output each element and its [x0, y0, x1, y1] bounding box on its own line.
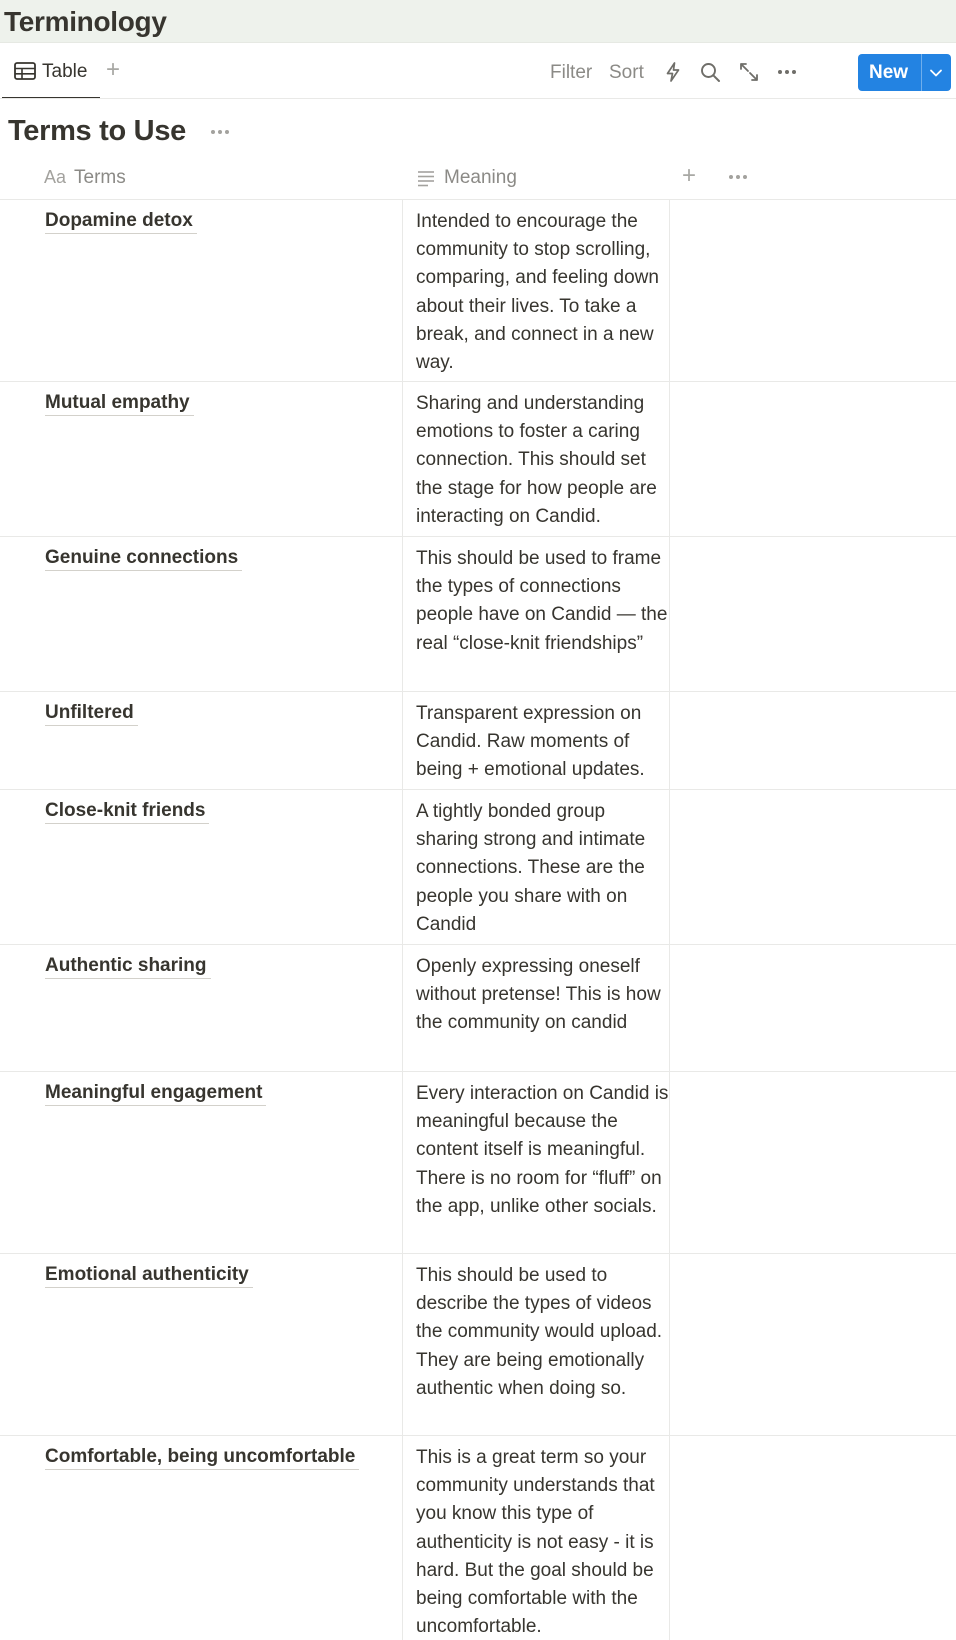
database-title[interactable]: Terms to Use — [8, 115, 186, 147]
text-lines-icon — [416, 168, 436, 188]
tab-table-label: Table — [42, 61, 88, 82]
table-icon — [14, 62, 36, 80]
table-row[interactable] — [0, 200, 956, 382]
title-property-icon: Aa — [44, 167, 67, 187]
meaning-cell[interactable]: Transparent expression on Candid. Raw moments of being + emotional updates. — [416, 703, 645, 781]
expand-icon[interactable] — [738, 61, 760, 83]
term-cell[interactable]: Emotional authenticity — [45, 1263, 253, 1288]
meaning-cell[interactable]: This should be used to describe the types of videos the community would upload. They are being emotionally authentic when doing so. — [416, 1265, 663, 1399]
add-view-button[interactable]: + — [106, 56, 121, 83]
term-cell[interactable]: Genuine connections — [45, 546, 242, 571]
table-row[interactable] — [0, 945, 956, 1072]
page-title: Terminology — [4, 6, 167, 37]
column-header-terms[interactable]: Terms — [74, 167, 126, 188]
term-cell[interactable]: Close-knit friends — [45, 799, 209, 824]
table-row[interactable] — [0, 1072, 956, 1254]
term-cell[interactable]: Dopamine detox — [45, 209, 197, 234]
term-cell[interactable]: Comfortable, being uncomfortable — [45, 1445, 359, 1470]
tab-table[interactable] — [2, 44, 100, 99]
meaning-cell[interactable]: Openly expressing oneself without pretense! This is how the community on candid — [416, 956, 661, 1034]
page-header — [0, 0, 956, 43]
table-row[interactable] — [0, 1436, 956, 1640]
meaning-cell[interactable]: Sharing and understanding emotions to foster a caring connection. This should set the stage for how people are interacting on Candid. — [416, 393, 657, 527]
term-cell[interactable]: Authentic sharing — [45, 954, 211, 979]
more-icon[interactable] — [776, 61, 798, 83]
meaning-cell[interactable]: A tightly bonded group sharing strong and intimate connections. These are the people you share with on Candid — [416, 801, 646, 935]
table-row[interactable] — [0, 537, 956, 692]
meaning-cell[interactable]: This should be used to frame the types of connections people have on Candid — the real “close-knit friendships” — [416, 548, 668, 654]
chevron-down-icon[interactable] — [927, 64, 945, 82]
table-row[interactable] — [0, 790, 956, 945]
table-row[interactable] — [0, 1254, 956, 1436]
table-row[interactable] — [0, 382, 956, 537]
new-button-divider — [921, 54, 922, 91]
database-toolbar — [0, 44, 956, 99]
meaning-cell[interactable]: This is a great term so your community understands that you know this type of authenticity is not easy - it is hard. But the goal should be being comfortable with the uncomfortable. — [416, 1447, 655, 1638]
filter-button[interactable]: Filter — [550, 62, 593, 83]
meaning-cell[interactable]: Every interaction on Candid is meaningful because the content itself is meaningful. There is no room for “fluff” on the app, unlike other socials. — [416, 1083, 669, 1217]
meaning-cell[interactable]: Intended to encourage the community to stop scrolling, comparing, and feeling down about their lives. To take a break, and connect in a new way. — [416, 211, 659, 374]
database-more-icon[interactable] — [208, 121, 232, 143]
toolbar-divider — [0, 98, 956, 99]
lightning-icon[interactable] — [662, 61, 684, 83]
search-icon[interactable] — [699, 61, 721, 83]
sort-button[interactable]: Sort — [609, 62, 644, 83]
column-header-meaning[interactable]: Meaning — [444, 167, 517, 188]
term-cell[interactable]: Meaningful engagement — [45, 1081, 266, 1106]
more-icon[interactable] — [727, 167, 749, 187]
term-cell[interactable]: Unfiltered — [45, 701, 138, 726]
add-property-button[interactable]: + — [682, 162, 697, 189]
table-header — [0, 155, 956, 200]
table-row[interactable] — [0, 692, 956, 790]
new-button[interactable] — [858, 54, 951, 91]
new-button-label: New — [869, 62, 909, 83]
term-cell[interactable]: Mutual empathy — [45, 391, 194, 416]
